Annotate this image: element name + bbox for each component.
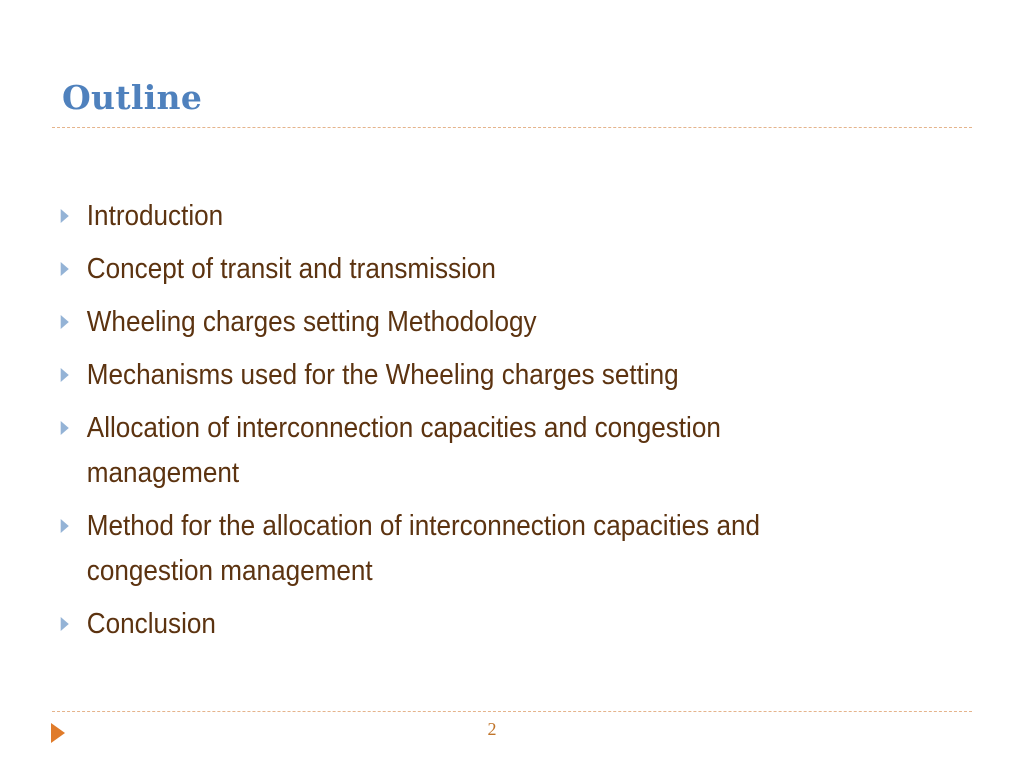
footer-divider xyxy=(52,711,972,712)
bullet-item xyxy=(58,353,850,398)
bullet-item xyxy=(58,406,850,496)
bullet-list xyxy=(58,194,938,655)
bullet-item xyxy=(58,194,850,239)
triangle-arrow-icon xyxy=(51,723,65,743)
triangle-bullet-icon xyxy=(61,617,69,631)
triangle-bullet-icon xyxy=(61,368,69,382)
bullet-text: Allocation of interconnection capacities and congestion management xyxy=(86,412,721,489)
bullet-text: Mechanisms used for the Wheeling charges setting xyxy=(86,359,679,391)
bullet-text: Introduction xyxy=(86,200,224,232)
bullet-text: Conclusion xyxy=(86,608,216,640)
triangle-bullet-icon xyxy=(61,209,69,223)
bullet-text: Wheeling charges setting Methodology xyxy=(86,306,537,338)
triangle-bullet-icon xyxy=(61,519,69,533)
bullet-text: Method for the allocation of interconnection capacities and congestion management xyxy=(86,510,761,587)
title-divider xyxy=(52,127,972,128)
bullet-text: Concept of transit and transmission xyxy=(86,253,496,285)
triangle-bullet-icon xyxy=(61,262,69,276)
page-number: 2 xyxy=(487,719,497,739)
triangle-bullet-icon xyxy=(61,421,69,435)
slide-title: Outline xyxy=(62,78,203,117)
bullet-item xyxy=(58,504,850,594)
bullet-item xyxy=(58,602,850,647)
bullet-item xyxy=(58,300,850,345)
bullet-item xyxy=(58,247,850,292)
triangle-bullet-icon xyxy=(61,315,69,329)
